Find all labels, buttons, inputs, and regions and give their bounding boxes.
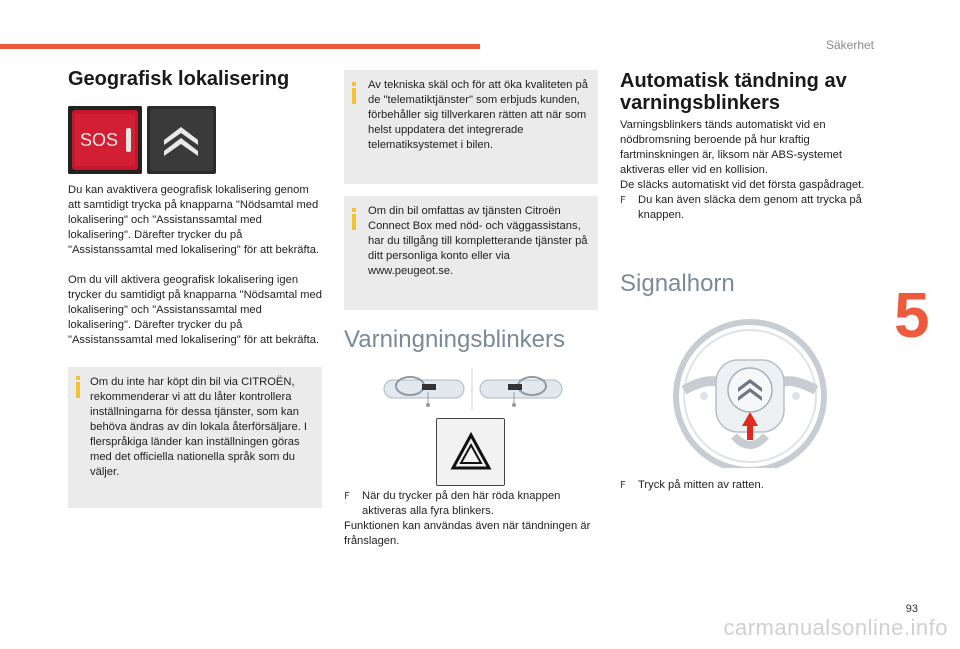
geolocation-activate-text: Om du vill aktivera geografisk lokalisering igen trycker du samtidigt på knapparna "Nödsamtal med lokalisering" och "Assistanssamtal med lokalisering". Därefter trycker du på "Assistanssamtal med lokalisering" för att bekräfta. bbox=[68, 274, 322, 346]
bullet-mark: F bbox=[620, 195, 626, 206]
info-box-connect bbox=[344, 196, 598, 310]
info-icon bbox=[76, 376, 80, 398]
horn-bullet-text: Tryck på mitten av ratten. bbox=[638, 479, 764, 491]
steering-wheel-illustration bbox=[660, 318, 840, 468]
auto-hazard-on-text: Varningsblinkers tänds automatiskt vid en nödbromsning beroende på hur kraftig fartminskningen är, liksom när ABS-systemet aktiveras eller vid en kollision. bbox=[620, 119, 842, 176]
page-number: 93 bbox=[905, 603, 918, 615]
hazard-button-photo bbox=[436, 418, 505, 486]
hazard-triangle-icon bbox=[437, 419, 505, 486]
auto-hazard-bullet-text: Du kan även släcka dem genom att trycka på knappen. bbox=[638, 194, 862, 221]
auto-hazard-bullet bbox=[620, 193, 878, 223]
hazard-bullet bbox=[344, 489, 600, 519]
citroen-chevron-icon bbox=[147, 106, 216, 174]
info-box-telematics bbox=[344, 70, 598, 184]
info-box-dealer bbox=[68, 367, 322, 508]
chapter-number: 5 bbox=[894, 279, 930, 351]
info-connect-text: Om din bil omfattas av tjänsten Citroën Connect Box med nöd- och väggassistans, har du tillgång till kompletterande tjänster på ditt personliga konto eller via www.peugeot.se. bbox=[368, 205, 588, 277]
hazard-lights-title: Varningningsblinkers bbox=[344, 326, 566, 353]
auto-hazard-text bbox=[620, 118, 878, 223]
hazard-bullet-text: När du trycker på den här röda knappen aktiveras alla fyra blinkers. bbox=[362, 490, 561, 517]
info-dealer-text: Om du inte har köpt din bil via CITROËN, rekommenderar vi att du låter kontrollera inställningarna för dessa tjänster, som kan behöva ändras av din lokala återförsäljare. I flerspråkiga länder kan inställningen göras med det officiella nationella språk som du väljer. bbox=[90, 376, 308, 478]
assistance-button-photo bbox=[147, 106, 216, 174]
sos-label: SOS bbox=[80, 130, 119, 150]
info-icon bbox=[352, 82, 356, 104]
horn-title: Signalhorn bbox=[620, 270, 735, 297]
hazard-ignition-text: Funktionen kan användas även när tändningen är frånslagen. bbox=[344, 520, 591, 547]
section-name: Säkerhet bbox=[825, 38, 874, 52]
geolocation-deactivate-text: Du kan avaktivera geografisk lokalisering genom att samtidigt trycka på knapparna "Nödsamtal med lokalisering" och "Assistanssamtal med lokalisering". Därefter trycker du på "Assistanssamtal med lokalisering" för att bekräfta. bbox=[68, 184, 320, 256]
horn-bullet bbox=[620, 478, 878, 493]
hazard-instructions bbox=[344, 489, 600, 549]
auto-hazard-title: Automatisk tändning av varningsblinkers bbox=[620, 70, 847, 114]
auto-hazard-off-text: De släcks automatiskt vid det första gaspådraget. bbox=[620, 179, 865, 191]
horn-instructions bbox=[620, 478, 878, 493]
info-telematics-text: Av tekniska skäl och för att öka kvaliteten på de "telematiktjänster" som erbjuds kunden, förbehåller sig tillverkaren rätten att när som helst uppdatera det integrerade telematiksystemet i bilen. bbox=[368, 79, 588, 151]
top-accent-bar bbox=[0, 44, 480, 49]
info-icon bbox=[352, 208, 356, 230]
sos-button-photo bbox=[68, 106, 142, 174]
bullet-mark: F bbox=[344, 491, 350, 502]
dashboard-illustration bbox=[378, 368, 578, 410]
watermark-url: carmanualsonline.info bbox=[723, 615, 948, 640]
bullet-mark: F bbox=[620, 480, 626, 491]
geolocation-title: Geografisk lokalisering bbox=[68, 68, 290, 90]
